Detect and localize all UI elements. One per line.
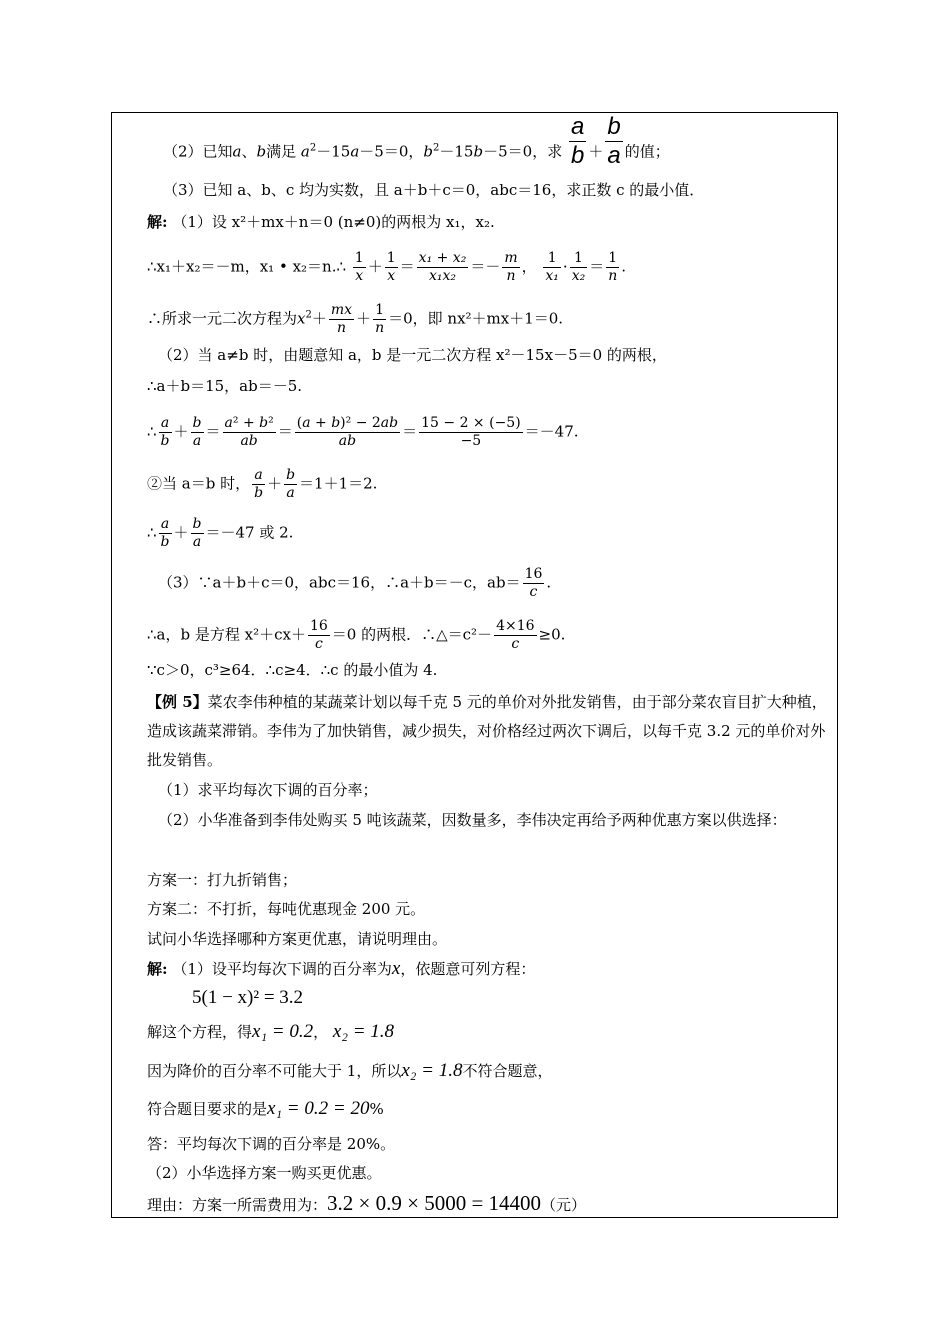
roots-line: 解这个方程，得x₁ = 0.2， x₂ = 1.8 <box>147 1021 395 1042</box>
solution-3-line-a: （3）∵a＋b＋c＝0，abc＝16，∴a＋b＝－c，ab＝ $\frac{16}{c}$ . <box>158 566 552 600</box>
plan-1: 方案一：打九折销售； <box>147 871 298 889</box>
solution-2-line-c: ∴ $\frac{a}{b}$ ＋ $\frac{b}{a}$ ＝ $\frac{\text{a² + b²}}{ab}$ ＝ $\frac{\text{(a + b)² − 2ab}}{ab}$ ＝ $\frac{15 - 2 \times (-5)}{-5}$ ＝－47. <box>147 415 579 449</box>
example-5-paragraph: 【例 5】菜农李伟种植的某蔬菜计划以每千克 5 元的单价对外批发销售，由于部分菜农盲目扩大种植，造成该蔬菜滞销。李伟为了加快销售，减少损失，对价格经过两次下调后，以每千克 3.2 元的单价对外批发销售。 <box>147 693 827 769</box>
accept-line: 符合题目要求的是x₁ = 0.2 = 20% <box>147 1098 384 1119</box>
reject-line: 因为降价的百分率不可能大于 1，所以x₂ = 1.8不符合题意， <box>147 1060 553 1081</box>
solution-1-line-c: ∴所求一元二次方程为$x^2+$ $\frac{mx}{n}$ ＋ $\frac{1}{n}$ ＝0，即 nx²＋mx＋1＝0. <box>147 302 564 336</box>
solution-2-line-e: ∴ $\frac{a}{b}$ ＋ $\frac{b}{a}$ ＝－47 或 2. <box>147 516 294 550</box>
answer-line: 答：平均每次下调的百分率是 20%。 <box>147 1135 396 1153</box>
solution-1-line-b: ∴x₁＋x₂＝－m，x₁ • x₂＝n.∴ $\frac{1}{x}$ ＋ $\frac{1}{x}$ ＝ $\frac{\text{x₁ + x₂}}{\text{x₁x₂}}$ ＝－ $\frac{m}{n}$ ， $\frac{1}{\text{x₁}}$ · $\frac{1}{\text{x₂}}$ ＝ $\frac{1}{n}$ . <box>147 250 627 284</box>
reason-line: 理由：方案一所需费用为：3.2 × 0.9 × 5000 = 14400（元） <box>147 1191 587 1215</box>
example-5-question-2: （2）小华准备到李伟处购买 5 吨该蔬菜，因数量多，李伟决定再给予两种优惠方案以供选择： <box>158 811 787 829</box>
equation: 5(1 − x)² = 3.2 <box>192 987 304 1008</box>
solution-3-line-c: ∵c＞0，c³≥64．∴c≥4．∴c 的最小值为 4. <box>147 661 438 679</box>
question-3: （3）已知 a、b、c 均为实数，且 a＋b＋c＝0，abc＝16，求正数 c 的最小值． <box>163 181 705 199</box>
solution-3-line-b: ∴a，b 是方程 x²＋cx＋ $\frac{16}{c}$ ＝0 的两根．∴△＝c²－ $\frac{4\times 16}{c}$ ≥0. <box>147 618 566 652</box>
ex5-solution-1: 解: （1）设平均每次下调的百分率为x，依题意可列方程： <box>147 958 536 979</box>
plan-2: 方案二：不打折，每吨优惠现金 200 元。 <box>147 900 426 918</box>
solution-2-line-b: ∴a＋b＝15，ab＝－5. <box>147 377 303 395</box>
solution-2-line-a: （2）当 a≠b 时，由题意知 a，b 是一元二次方程 x²－15x－5＝0 的两根， <box>158 346 667 364</box>
choose-line: （2）小华选择方案一购买更优惠。 <box>147 1164 382 1182</box>
solution-2-line-d: ②当 a＝b 时， $\frac{a}{b}$ ＋ $\frac{b}{a}$ ＝1＋1＝2. <box>147 467 378 501</box>
question-2: （2）已知a、b满足 $a^2-15a-5=0$，$b^2-15b-5=0$，求 $\frac{a}{b}$ ＋ $\frac{b}{a}$ 的值； <box>163 113 670 169</box>
solution-1-line-a: 解: （1）设 x²＋mx＋n＝0 (n≠0)的两根为 x₁，x₂. <box>147 213 495 231</box>
example-5-label: 【例 5】 <box>147 693 208 711</box>
which-plan-question: 试问小华选择哪种方案更优惠，请说明理由。 <box>147 930 448 948</box>
example-5-question-1: （1）求平均每次下调的百分率； <box>158 781 378 799</box>
